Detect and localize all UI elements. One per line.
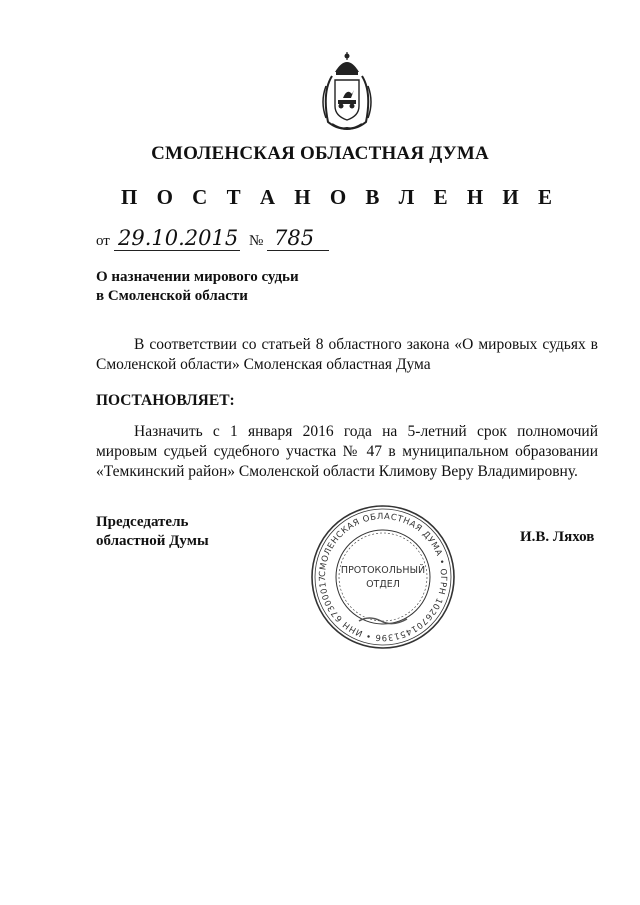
decree-heading: ПОСТАНОВЛЯЕТ: [96, 392, 235, 409]
stamp-ring-text: СМОЛЕНСКАЯ ОБЛАСТНАЯ ДУМА • ОГРН 1026701451396 • ИНН 67300017 [317, 511, 449, 643]
coat-of-arms-icon [318, 52, 376, 132]
official-stamp [309, 503, 457, 651]
subject-line-2: в Смоленской области [96, 288, 248, 304]
decision-paragraph: Назначить с 1 января 2016 года на 5-летний срок полномочий мировым судьей судебного участка № 47 в муниципальном образовании «Темкинский район» Смоленской области Климову Веру Владимировну. [96, 423, 598, 480]
number-label: № [249, 233, 264, 249]
handwritten-date: 29.10.2015 [118, 226, 239, 250]
date-from-label: от [96, 233, 110, 249]
stamp-center-line-2: ОТДЕЛ [366, 579, 400, 590]
signatory-title-line-1: Председатель [96, 514, 189, 530]
date-underline [114, 250, 240, 251]
date-number-line [96, 226, 356, 252]
signatory-title-line-2: областной Думы [96, 533, 209, 549]
signatory-name: И.В. Ляхов [520, 529, 595, 545]
document-subject [96, 268, 299, 306]
signatory-title [96, 513, 209, 551]
stamp-center-line-1: ПРОТОКОЛЬНЫЙ [340, 565, 426, 576]
preamble-paragraph: В соответствии со статьей 8 областного закона «О мировых судьях в Смоленской области» Смоленская областная Дума [96, 336, 598, 373]
number-underline [267, 250, 329, 251]
handwritten-number: 785 [274, 226, 315, 250]
subject-line-1: О назначении мирового судьи [96, 269, 299, 285]
organization-title: СМОЛЕНСКАЯ ОБЛАСТНАЯ ДУМА [151, 143, 489, 164]
document-type-heading: П О С Т А Н О В Л Е Н И Е [120, 185, 559, 209]
